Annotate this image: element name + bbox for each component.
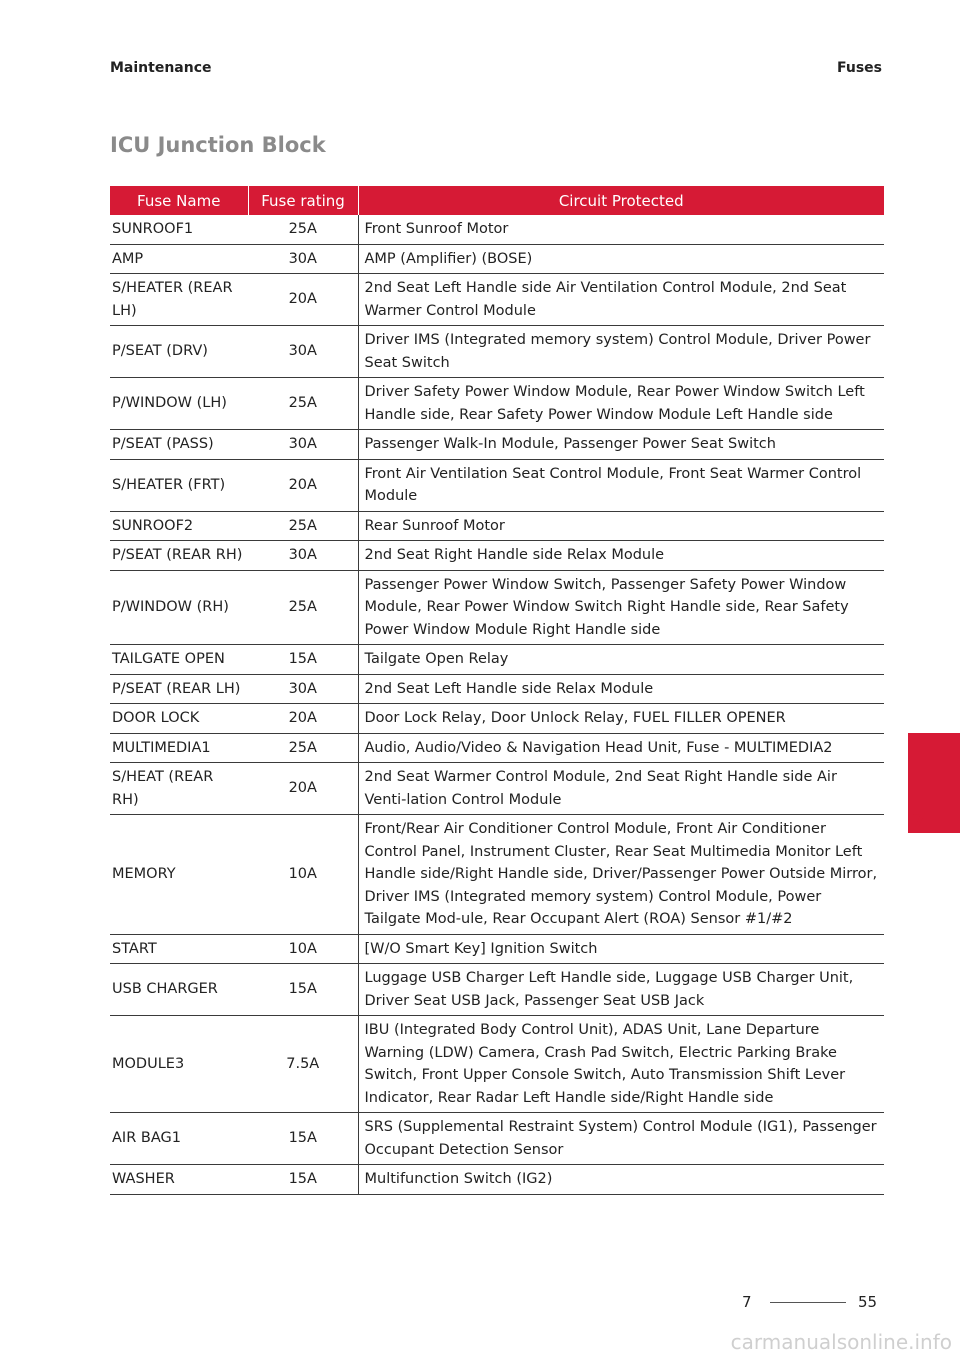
fuse-rating-cell: 25A	[248, 511, 358, 541]
watermark: carmanualsonline.info	[730, 1330, 952, 1354]
circuit-protected-cell: Passenger Walk-In Module, Passenger Power Seat Switch	[358, 430, 884, 460]
table-row	[110, 934, 884, 964]
fuse-rating-cell: 30A	[248, 326, 358, 378]
fuse-rating-cell: 10A	[248, 934, 358, 964]
column-header-fuse-rating: Fuse rating	[248, 186, 358, 215]
circuit-protected-cell: Tailgate Open Relay	[358, 645, 884, 675]
table-row	[110, 459, 884, 511]
circuit-protected-cell: 2nd Seat Warmer Control Module, 2nd Seat Right Handle side Air Venti-lation Control Module	[358, 763, 884, 815]
table-row	[110, 244, 884, 274]
fuse-rating-cell: 7.5A	[248, 1016, 358, 1113]
fuse-rating-cell: 15A	[248, 1113, 358, 1165]
table-row	[110, 704, 884, 734]
fuse-rating-cell: 25A	[248, 215, 358, 244]
fuse-rating-cell: 30A	[248, 430, 358, 460]
table-row	[110, 541, 884, 571]
fuse-rating-cell: 15A	[248, 645, 358, 675]
column-header-circuit-protected: Circuit Protected	[358, 186, 884, 215]
fuse-name-cell: SUNROOF2	[110, 511, 248, 541]
column-header-fuse-name: Fuse Name	[110, 186, 248, 215]
circuit-protected-cell: Front Air Ventilation Seat Control Module, Front Seat Warmer Control Module	[358, 459, 884, 511]
fuse-name-cell: AMP	[110, 244, 248, 274]
fuse-rating-cell: 20A	[248, 763, 358, 815]
fuse-table-container	[110, 186, 884, 1195]
table-row	[110, 815, 884, 935]
fuse-rating-cell: 30A	[248, 541, 358, 571]
circuit-protected-cell: Multifunction Switch (IG2)	[358, 1165, 884, 1195]
footer-page-number: 55	[858, 1293, 878, 1311]
fuse-rating-cell: 15A	[248, 964, 358, 1016]
circuit-protected-cell: Door Lock Relay, Door Unlock Relay, FUEL FILLER OPENER	[358, 704, 884, 734]
fuse-rating-cell: 10A	[248, 815, 358, 935]
fuse-table	[110, 186, 884, 1195]
circuit-protected-cell: Rear Sunroof Motor	[358, 511, 884, 541]
table-row	[110, 430, 884, 460]
fuse-rating-cell: 15A	[248, 1165, 358, 1195]
circuit-protected-cell: 2nd Seat Left Handle side Relax Module	[358, 674, 884, 704]
circuit-protected-cell: AMP (Amplifier) (BOSE)	[358, 244, 884, 274]
table-row	[110, 511, 884, 541]
circuit-protected-cell: Audio, Audio/Video & Navigation Head Unit, Fuse - MULTIMEDIA2	[358, 733, 884, 763]
fuse-table-header	[110, 186, 884, 215]
fuse-name-cell: DOOR LOCK	[110, 704, 248, 734]
fuse-rating-cell: 25A	[248, 378, 358, 430]
circuit-protected-cell: [W/O Smart Key] Ignition Switch	[358, 934, 884, 964]
footer-divider	[770, 1302, 846, 1303]
fuse-name-cell: SUNROOF1	[110, 215, 248, 244]
circuit-protected-cell: IBU (Integrated Body Control Unit), ADAS Unit, Lane Departure Warning (LDW) Camera, Crash Pad Switch, Electric Parking Brake Switch, Front Upper Console Switch, Auto Transmission Shift Lever Indicator, Rear Radar Left Handle side/Right Handle side	[358, 1016, 884, 1113]
header-section: Maintenance	[110, 60, 212, 76]
fuse-name-cell: P/SEAT (DRV)	[110, 326, 248, 378]
fuse-name-cell: P/SEAT (REAR LH)	[110, 674, 248, 704]
table-row	[110, 674, 884, 704]
fuse-rating-cell: 25A	[248, 570, 358, 645]
fuse-rating-cell: 20A	[248, 704, 358, 734]
table-row	[110, 645, 884, 675]
table-row	[110, 964, 884, 1016]
fuse-name-cell: P/SEAT (REAR RH)	[110, 541, 248, 571]
fuse-name-cell: START	[110, 934, 248, 964]
fuse-rating-cell: 30A	[248, 244, 358, 274]
fuse-name-cell: WASHER	[110, 1165, 248, 1195]
circuit-protected-cell: Passenger Power Window Switch, Passenger Safety Power Window Module, Rear Power Window Switch Right Handle side, Rear Safety Power Window Module Right Handle side	[358, 570, 884, 645]
table-row	[110, 570, 884, 645]
table-row	[110, 378, 884, 430]
fuse-rating-cell: 20A	[248, 459, 358, 511]
fuse-name-cell: P/WINDOW (LH)	[110, 378, 248, 430]
table-row	[110, 215, 884, 244]
table-row	[110, 1165, 884, 1195]
chapter-side-number: 7	[912, 808, 926, 832]
circuit-protected-cell: SRS (Supplemental Restraint System) Control Module (IG1), Passenger Occupant Detection Sensor	[358, 1113, 884, 1165]
table-row	[110, 326, 884, 378]
circuit-protected-cell: 2nd Seat Left Handle side Air Ventilation Control Module, 2nd Seat Warmer Control Module	[358, 274, 884, 326]
circuit-protected-cell: Front Sunroof Motor	[358, 215, 884, 244]
page-title: ICU Junction Block	[110, 133, 326, 157]
table-row	[110, 1016, 884, 1113]
table-row	[110, 274, 884, 326]
fuse-rating-cell: 30A	[248, 674, 358, 704]
header-topic: Fuses	[837, 60, 882, 76]
circuit-protected-cell: Driver Safety Power Window Module, Rear Power Window Switch Left Handle side, Rear Safety Power Window Module Left Handle side	[358, 378, 884, 430]
fuse-name-cell: P/WINDOW (RH)	[110, 570, 248, 645]
fuse-name-cell: AIR BAG1	[110, 1113, 248, 1165]
fuse-name-cell: S/HEATER (FRT)	[110, 459, 248, 511]
fuse-name-cell: MULTIMEDIA1	[110, 733, 248, 763]
table-row	[110, 763, 884, 815]
fuse-name-cell: S/HEAT (REAR RH)	[110, 763, 248, 815]
fuse-name-cell: TAILGATE OPEN	[110, 645, 248, 675]
fuse-name-cell: MEMORY	[110, 815, 248, 935]
fuse-name-cell: MODULE3	[110, 1016, 248, 1113]
circuit-protected-cell: Luggage USB Charger Left Handle side, Luggage USB Charger Unit, Driver Seat USB Jack, Passenger Seat USB Jack	[358, 964, 884, 1016]
table-row	[110, 1113, 884, 1165]
fuse-table-body	[110, 215, 884, 1194]
fuse-name-cell: P/SEAT (PASS)	[110, 430, 248, 460]
circuit-protected-cell: Driver IMS (Integrated memory system) Control Module, Driver Power Seat Switch	[358, 326, 884, 378]
fuse-rating-cell: 25A	[248, 733, 358, 763]
circuit-protected-cell: Front/Rear Air Conditioner Control Module, Front Air Conditioner Control Panel, Instrument Cluster, Rear Seat Multimedia Monitor Left Handle side/Right Handle side, Driver/Passenger Power Outside Mirror, Driver IMS (Integrated memory system) Control Module, Power Tailgate Mod-ule, Rear Occupant Alert (ROA) Sensor #1/#2	[358, 815, 884, 935]
circuit-protected-cell: 2nd Seat Right Handle side Relax Module	[358, 541, 884, 571]
footer-chapter: 7	[742, 1293, 752, 1311]
fuse-name-cell: S/HEATER (REAR LH)	[110, 274, 248, 326]
table-row	[110, 733, 884, 763]
fuse-rating-cell: 20A	[248, 274, 358, 326]
fuse-name-cell: USB CHARGER	[110, 964, 248, 1016]
